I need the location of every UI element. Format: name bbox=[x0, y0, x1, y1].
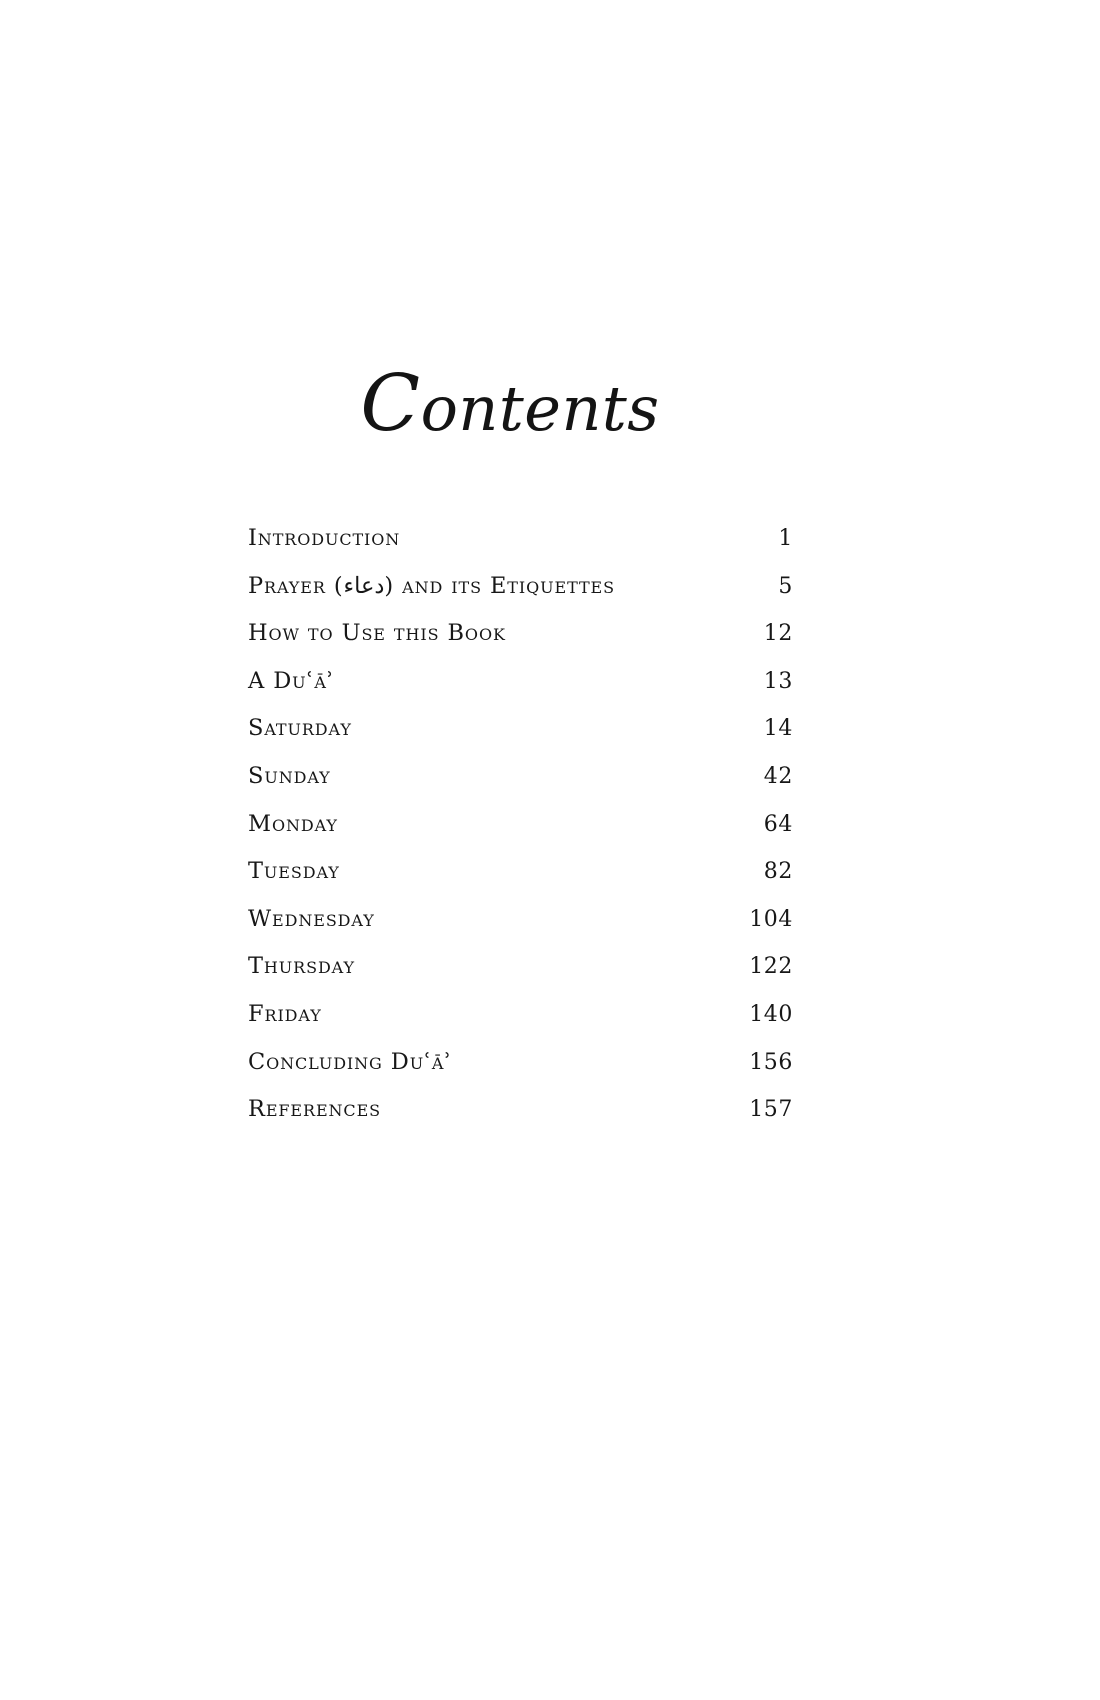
list-item[interactable] bbox=[248, 858, 793, 906]
toc-entry-page: 156 bbox=[749, 1049, 793, 1075]
toc-entry-label: Prayer (دعاء) and its Etiquettes bbox=[248, 572, 615, 599]
page-title bbox=[0, 359, 1060, 449]
toc-entry-page: 82 bbox=[763, 859, 793, 885]
page-title-rest: ontents bbox=[420, 372, 660, 445]
list-item[interactable] bbox=[248, 906, 793, 954]
toc-entry-page: 14 bbox=[763, 716, 793, 742]
toc-entry-page: 12 bbox=[763, 621, 793, 647]
toc-entry-label: Saturday bbox=[248, 715, 352, 742]
page-title-initial: C bbox=[360, 359, 421, 449]
list-item[interactable] bbox=[248, 525, 793, 573]
list-item[interactable] bbox=[248, 1049, 793, 1097]
list-item[interactable] bbox=[248, 1096, 793, 1144]
list-item[interactable] bbox=[248, 668, 793, 716]
toc-entry-page: 5 bbox=[778, 573, 793, 599]
list-item[interactable] bbox=[248, 1001, 793, 1049]
toc-entry-page: 1 bbox=[778, 526, 793, 551]
list-item[interactable] bbox=[248, 811, 793, 859]
toc-entry-label: Wednesday bbox=[248, 905, 375, 932]
toc-entry-label: Sunday bbox=[248, 762, 331, 789]
list-item[interactable] bbox=[248, 620, 793, 668]
toc-entry-page: 140 bbox=[749, 1001, 793, 1027]
toc-entry-label: Monday bbox=[248, 810, 338, 837]
toc-entry-label: How to Use this Book bbox=[248, 620, 506, 647]
toc-entry-label: Friday bbox=[248, 1000, 322, 1027]
toc-entry-page: 13 bbox=[763, 668, 793, 694]
toc-entry-label: Thursday bbox=[248, 953, 355, 980]
toc-entry-page: 122 bbox=[749, 954, 793, 980]
list-item[interactable] bbox=[248, 573, 793, 621]
toc-entry-label: A Duʿāʾ bbox=[248, 667, 335, 694]
toc-entry-page: 104 bbox=[749, 906, 793, 932]
list-item[interactable] bbox=[248, 715, 793, 763]
toc-entry-label: Concluding Duʿāʾ bbox=[248, 1048, 453, 1075]
toc-entry-page: 42 bbox=[763, 763, 793, 789]
table-of-contents bbox=[248, 525, 793, 1144]
list-item[interactable] bbox=[248, 953, 793, 1001]
toc-entry-label: Tuesday bbox=[248, 858, 340, 885]
toc-entry-label: Introduction bbox=[248, 525, 401, 551]
toc-entry-page: 64 bbox=[763, 811, 793, 837]
list-item[interactable] bbox=[248, 763, 793, 811]
toc-entry-page: 157 bbox=[749, 1097, 793, 1123]
toc-entry-label: References bbox=[248, 1096, 382, 1123]
